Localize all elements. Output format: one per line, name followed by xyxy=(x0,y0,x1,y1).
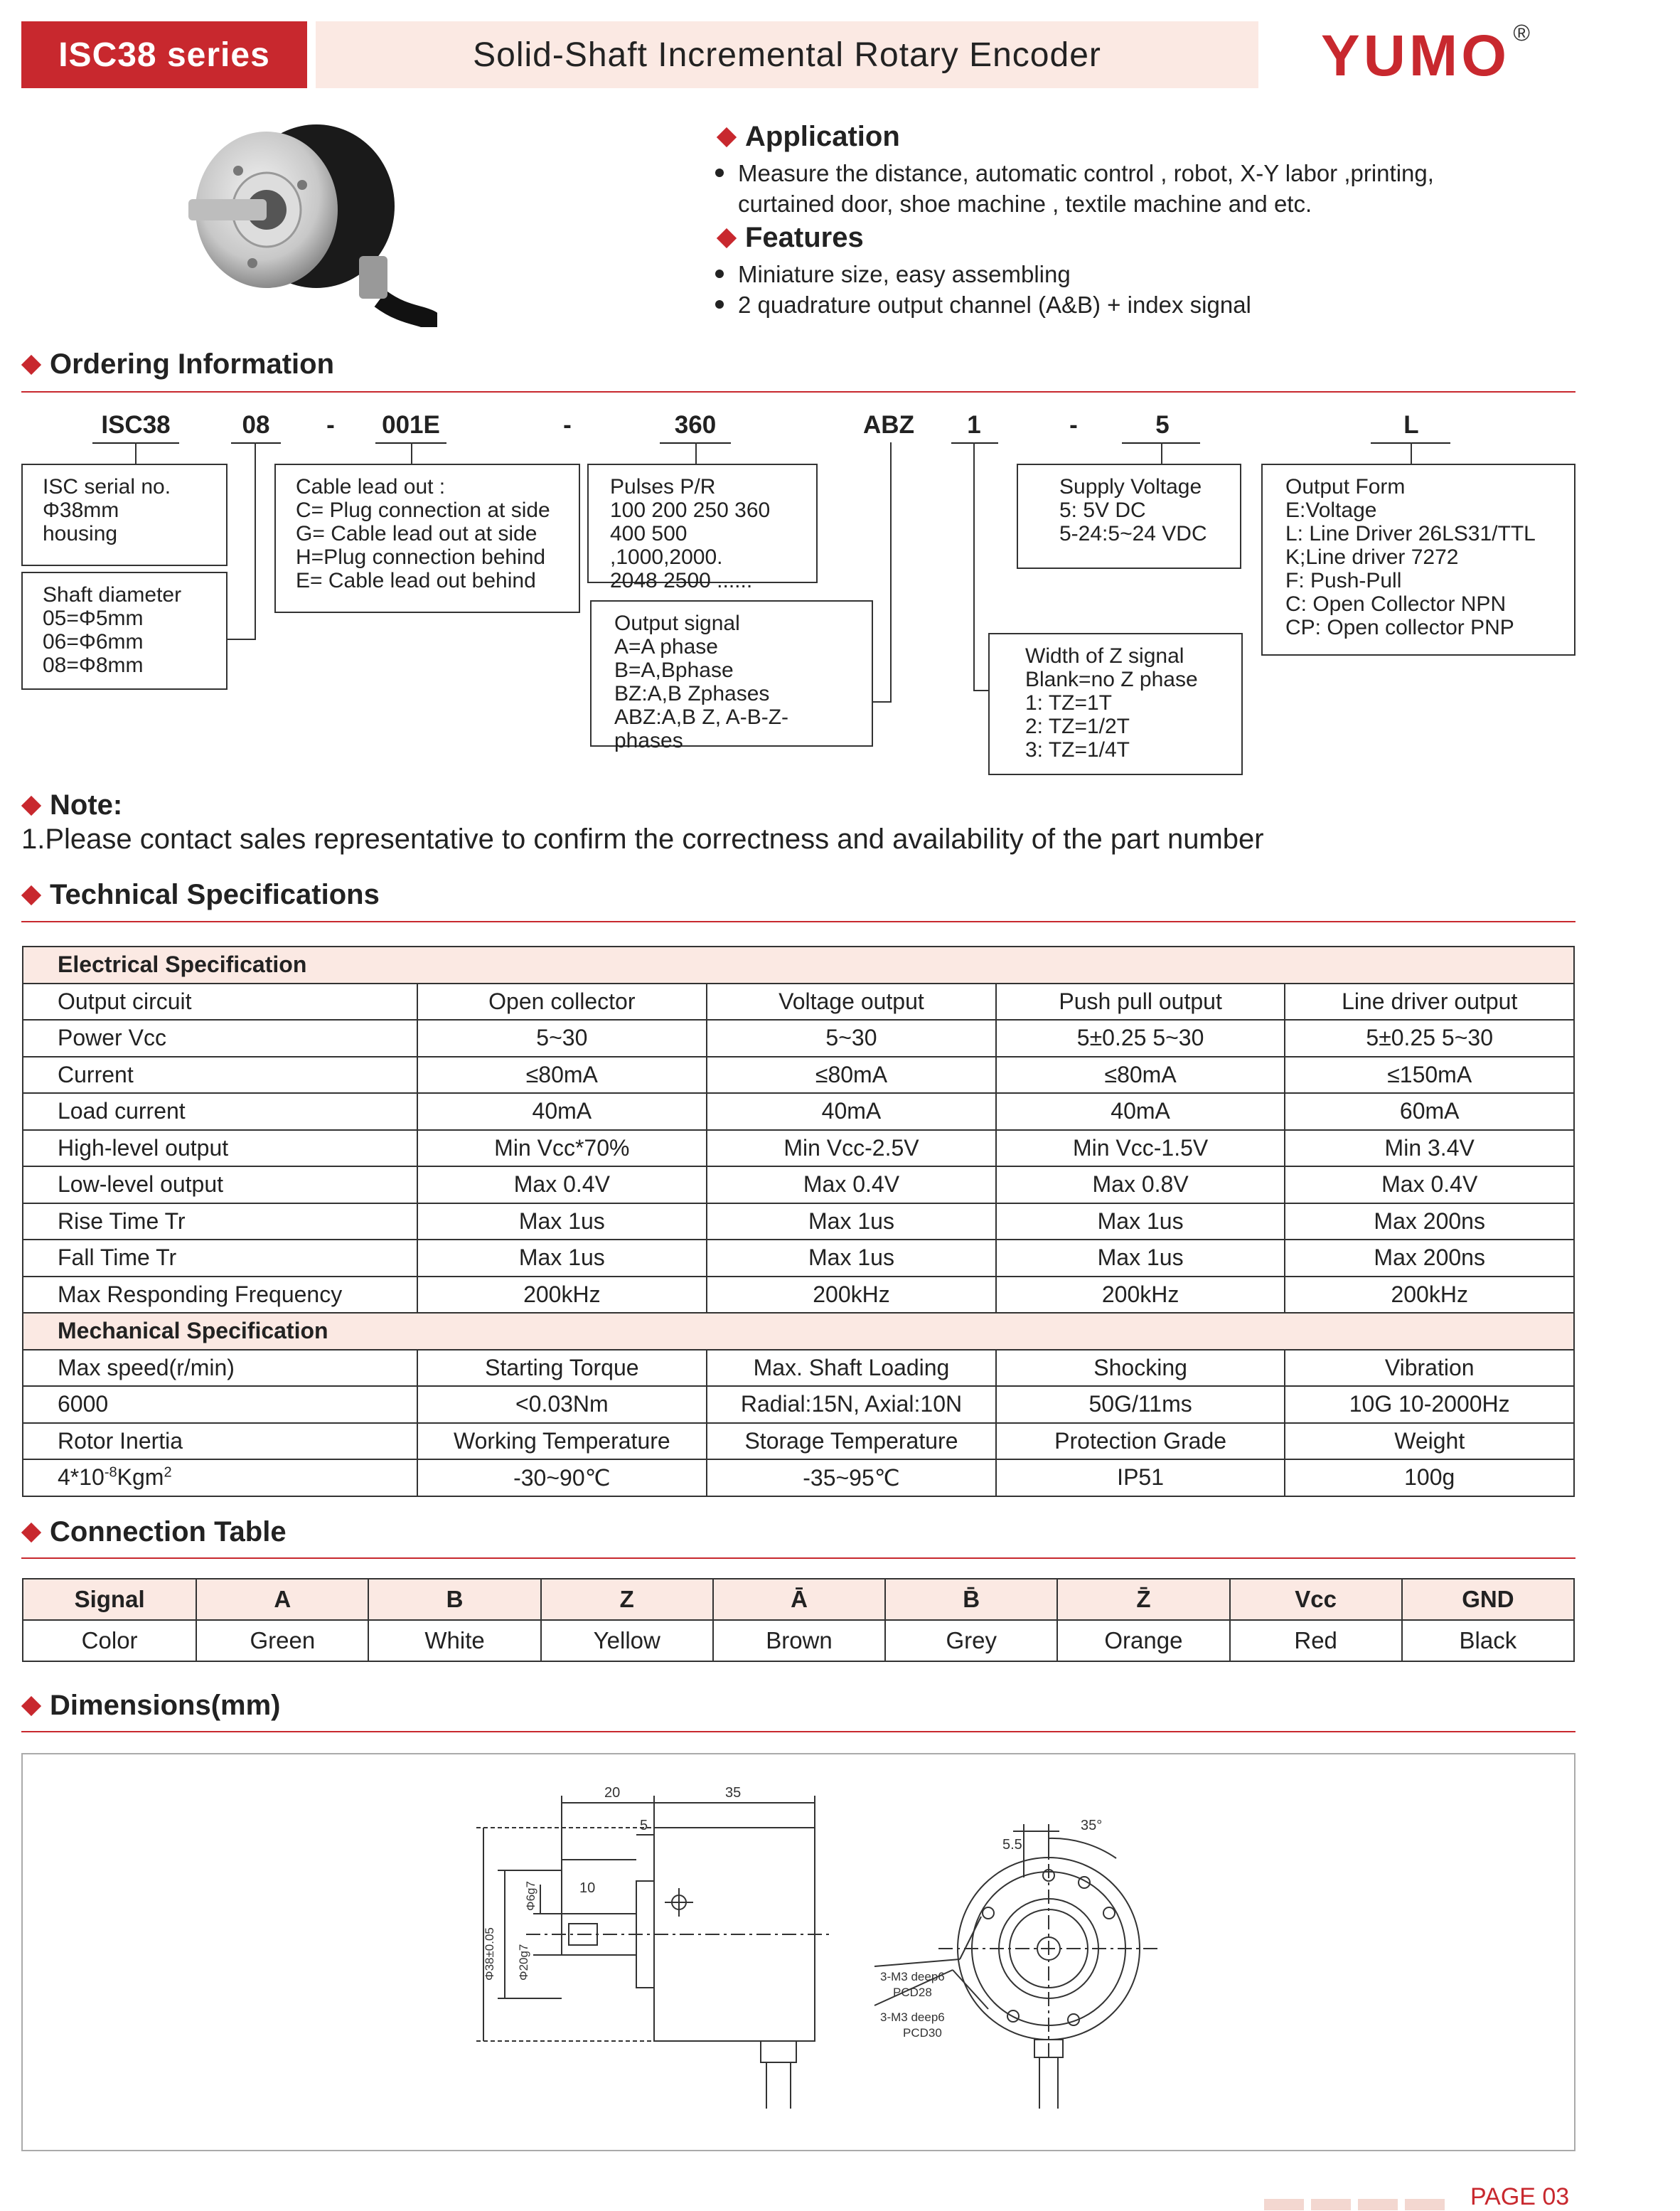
table-row xyxy=(23,1093,1574,1130)
code-underline xyxy=(951,442,998,444)
table-cell: Max 0.4V xyxy=(707,1166,996,1203)
table-cell: Max 1us xyxy=(707,1240,996,1277)
section-divider xyxy=(21,1557,1575,1559)
page-title: Solid-Shaft Incremental Rotary Encoder xyxy=(316,21,1258,88)
table-row xyxy=(23,1277,1574,1314)
table-cell: Max 1us xyxy=(996,1240,1285,1277)
footer-decoration xyxy=(1358,2199,1398,2210)
connection-table xyxy=(22,1578,1575,1662)
connector-line xyxy=(1161,442,1162,465)
table-cell: Max 200ns xyxy=(1285,1203,1574,1240)
connector-line xyxy=(695,442,697,465)
connection-color-row xyxy=(23,1620,1574,1661)
section-divider xyxy=(21,921,1575,922)
code-isc38: ISC38 xyxy=(101,411,171,439)
code-underline xyxy=(231,442,281,444)
brand-name: YUMO xyxy=(1321,23,1510,88)
row-label: Load current xyxy=(23,1093,417,1130)
table-cell: 200kHz xyxy=(707,1277,996,1314)
dim-label-35: 35 xyxy=(725,1785,742,1801)
diamond-icon xyxy=(21,354,41,374)
row-label: High-level output xyxy=(23,1130,417,1167)
footer-decoration xyxy=(1264,2199,1304,2210)
diamond-icon xyxy=(21,885,41,905)
row-label: Low-level output xyxy=(23,1166,417,1203)
application-heading: Application xyxy=(719,121,900,153)
table-cell: ≤80mA xyxy=(996,1057,1285,1094)
row-label: 6000 xyxy=(23,1386,417,1423)
bullet-icon xyxy=(715,169,724,177)
rotor-inertia-value: $4*10^{-8}Kgm^2$ xyxy=(23,1459,417,1496)
table-cell: Open collector xyxy=(417,984,707,1021)
table-cell: Max 1us xyxy=(707,1203,996,1240)
table-cell: ≤80mA xyxy=(417,1057,707,1094)
code-output-signal: ABZ xyxy=(863,411,914,439)
table-cell: Protection Grade xyxy=(996,1423,1285,1460)
dim-label-20: 20 xyxy=(604,1785,621,1801)
code-shaft: 08 xyxy=(242,411,270,439)
table-row xyxy=(23,984,1574,1021)
output-signal-box: Output signal A=A phase B=A,Bphase BZ:A,B Zphases ABZ:A,B Z, A-B-Z- phases xyxy=(590,600,873,747)
section-divider xyxy=(21,391,1575,393)
application-line-1: Measure the distance, automatic control , robot, X-Y labor ,printing, xyxy=(715,158,1434,188)
code-dash: - xyxy=(1069,411,1078,439)
dim-label-phi38: Φ38±0.05 xyxy=(483,1927,496,1981)
table-section-header xyxy=(23,947,1574,984)
table-cell: Max 1us xyxy=(417,1240,707,1277)
connection-cell: B̄ xyxy=(885,1579,1057,1620)
table-cell: <0.03Nm xyxy=(417,1386,707,1423)
table-cell: 200kHz xyxy=(417,1277,707,1314)
table-cell: -35~95℃ xyxy=(707,1459,996,1496)
table-row xyxy=(23,1386,1574,1423)
connection-cell: Z̄ xyxy=(1057,1579,1229,1620)
connection-cell: Black xyxy=(1402,1620,1574,1661)
connection-cell: GND xyxy=(1402,1579,1574,1620)
output-form-box: Output Form E:Voltage L: Line Driver 26LS31/TTL K;Line driver 7272 F: Push-Pull C: Open Collector NPN CP: Open collector PNP xyxy=(1261,464,1575,656)
table-cell: Max 0.8V xyxy=(996,1166,1285,1203)
row-label: Current xyxy=(23,1057,417,1094)
diamond-icon xyxy=(21,795,41,815)
dim-label-pcd30: PCD30 xyxy=(903,2026,942,2040)
connection-cell: Ā xyxy=(713,1579,885,1620)
series-badge: ISC38 series xyxy=(21,21,307,88)
connection-cell: A xyxy=(196,1579,368,1620)
brand-logo xyxy=(1321,20,1530,101)
connector-line xyxy=(135,442,137,465)
table-cell: Push pull output xyxy=(996,984,1285,1021)
dim-label-phi6: Φ6g7 xyxy=(524,1881,537,1911)
code-dash: - xyxy=(326,411,335,439)
table-row xyxy=(23,1240,1574,1277)
features-item-1: Miniature size, easy assembling xyxy=(715,259,1071,289)
table-cell: Min Vcc-1.5V xyxy=(996,1130,1285,1167)
connection-cell: Orange xyxy=(1057,1620,1229,1661)
table-cell: Max 0.4V xyxy=(417,1166,707,1203)
diamond-icon xyxy=(717,228,737,247)
table-cell: 50G/11ms xyxy=(996,1386,1285,1423)
table-row xyxy=(23,1350,1574,1387)
table-cell: 5~30 xyxy=(707,1020,996,1057)
table-cell: Max. Shaft Loading xyxy=(707,1350,996,1387)
note-heading: Note: xyxy=(24,789,122,821)
table-cell: Max 1us xyxy=(996,1203,1285,1240)
connection-cell: Yellow xyxy=(541,1620,713,1661)
table-cell: Voltage output xyxy=(707,984,996,1021)
row-label: Power Vcc xyxy=(23,1020,417,1057)
table-cell: 5~30 xyxy=(417,1020,707,1057)
dim-label-angle: 35° xyxy=(1081,1818,1103,1833)
table-row xyxy=(23,1020,1574,1057)
connector-line xyxy=(411,442,412,467)
table-cell: 40mA xyxy=(996,1093,1285,1130)
table-cell: Starting Torque xyxy=(417,1350,707,1387)
mechanical-rows xyxy=(23,1350,1574,1460)
pulses-box: Pulses P/R 100 200 250 360 400 500 ,1000,2000. 2048 2500 ...... xyxy=(587,464,818,583)
diamond-icon xyxy=(21,1695,41,1715)
dim-label-5: 5 xyxy=(640,1818,648,1833)
table-cell: IP51 xyxy=(996,1459,1285,1496)
row-label: Rise Time Tr xyxy=(23,1203,417,1240)
table-cell: -30~90℃ xyxy=(417,1459,707,1496)
code-supply: 5 xyxy=(1155,411,1170,439)
table-cell: Working Temperature xyxy=(417,1423,707,1460)
table-cell: 60mA xyxy=(1285,1093,1574,1130)
diamond-icon xyxy=(21,1522,41,1542)
table-cell: 40mA xyxy=(417,1093,707,1130)
serial-box: ISC serial no. Φ38mm housing xyxy=(21,464,228,566)
code-pulses: 360 xyxy=(674,411,717,439)
dim-label-10: 10 xyxy=(579,1880,596,1896)
table-cell: Radial:15N, Axial:10N xyxy=(707,1386,996,1423)
code-output-form: L xyxy=(1403,411,1419,439)
table-row xyxy=(23,1166,1574,1203)
table-section-header xyxy=(23,1313,1574,1350)
table-cell: 200kHz xyxy=(996,1277,1285,1314)
table-cell: Max 200ns xyxy=(1285,1240,1574,1277)
spec-table xyxy=(22,946,1575,1497)
table-cell: Vibration xyxy=(1285,1350,1574,1387)
dim-label-phi20: Φ20g7 xyxy=(517,1944,530,1981)
table-cell: Max 0.4V xyxy=(1285,1166,1574,1203)
connection-cell: Red xyxy=(1230,1620,1402,1661)
section-divider xyxy=(21,1731,1575,1732)
encoder-photo xyxy=(174,121,437,327)
table-cell: Weight xyxy=(1285,1423,1574,1460)
connection-cell: Grey xyxy=(885,1620,1057,1661)
bullet-icon xyxy=(715,300,724,309)
code-cable: 001E xyxy=(382,411,440,439)
features-item-2: 2 quadrature output channel (A&B) + index signal xyxy=(715,289,1251,320)
dim-label-m3-b: 3-M3 deep6 xyxy=(880,2010,945,2024)
z-width-box: Width of Z signal Blank=no Z phase 1: TZ=1T 2: TZ=1/2T 3: TZ=1/4T xyxy=(988,633,1243,775)
table-cell: 10G 10-2000Hz xyxy=(1285,1386,1574,1423)
footer-decoration xyxy=(1311,2199,1351,2210)
table-cell: 100g xyxy=(1285,1459,1574,1496)
table-row xyxy=(23,1459,1574,1496)
footer-decoration xyxy=(1405,2199,1445,2210)
table-row xyxy=(23,1057,1574,1094)
connector-line xyxy=(873,701,892,703)
tech-heading: Technical Specifications xyxy=(24,879,380,911)
table-row xyxy=(23,1423,1574,1460)
note-text: 1.Please contact sales representative to confirm the correctness and availability of the part number xyxy=(21,824,1264,855)
dim-label-5-5: 5.5 xyxy=(1002,1837,1022,1853)
registered-mark: ® xyxy=(1513,20,1530,46)
row-label: Fall Time Tr xyxy=(23,1240,417,1277)
connection-heading: Connection Table xyxy=(24,1516,287,1548)
features-heading: Features xyxy=(719,222,864,254)
table-row xyxy=(23,1130,1574,1167)
dimensions-heading: Dimensions(mm) xyxy=(24,1690,281,1722)
dimension-drawing xyxy=(21,1753,1575,2151)
row-label: Rotor Inertia xyxy=(23,1423,417,1460)
electrical-rows xyxy=(23,984,1574,1314)
connector-line xyxy=(973,690,989,691)
connection-cell: Vcc xyxy=(1230,1579,1402,1620)
cable-lead-box: Cable lead out : C= Plug connection at side G= Cable lead out at side H=Plug connection behind E= Cable lead out behind xyxy=(274,464,580,613)
electrical-heading: Electrical Specification xyxy=(23,947,1574,984)
connector-line xyxy=(228,639,256,640)
dim-label-m3-a: 3-M3 deep6 xyxy=(880,1970,945,1983)
row-label: Max speed(r/min) xyxy=(23,1350,417,1387)
row-label: Output circuit xyxy=(23,984,417,1021)
table-cell: Shocking xyxy=(996,1350,1285,1387)
connector-line xyxy=(1411,442,1412,465)
table-cell: 5±0.25 5~30 xyxy=(1285,1020,1574,1057)
code-z-width: 1 xyxy=(967,411,981,439)
mechanical-heading: Mechanical Specification xyxy=(23,1313,1574,1350)
connection-cell: Green xyxy=(196,1620,368,1661)
row-label: Max Responding Frequency xyxy=(23,1277,417,1314)
page-number: PAGE 03 xyxy=(1470,2183,1570,2210)
connector-line xyxy=(890,442,892,703)
connection-cell: B xyxy=(368,1579,540,1620)
table-cell: 200kHz xyxy=(1285,1277,1574,1314)
table-cell: 5±0.25 5~30 xyxy=(996,1020,1285,1057)
table-cell: Min Vcc*70% xyxy=(417,1130,707,1167)
connection-header-row xyxy=(23,1579,1574,1620)
supply-voltage-box: Supply Voltage 5: 5V DC 5-24:5~24 VDC xyxy=(1017,464,1241,569)
table-row xyxy=(23,1203,1574,1240)
connection-cell: Z xyxy=(541,1579,713,1620)
connection-cell: White xyxy=(368,1620,540,1661)
connector-line xyxy=(255,442,256,640)
connection-row-label: Signal xyxy=(23,1579,196,1620)
diamond-icon xyxy=(717,127,737,146)
connection-cell: Brown xyxy=(713,1620,885,1661)
table-cell: 40mA xyxy=(707,1093,996,1130)
bullet-icon xyxy=(715,270,724,278)
table-cell: Min Vcc-2.5V xyxy=(707,1130,996,1167)
code-dash: - xyxy=(563,411,572,439)
table-cell: Min 3.4V xyxy=(1285,1130,1574,1167)
connector-line xyxy=(973,442,975,691)
shaft-diameter-box: Shaft diameter 05=Φ5mm 06=Φ6mm 08=Φ8mm xyxy=(21,572,228,690)
dim-label-pcd28: PCD28 xyxy=(893,1986,932,1999)
table-cell: ≤150mA xyxy=(1285,1057,1574,1094)
connection-row-label: Color xyxy=(23,1620,196,1661)
table-cell: Max 1us xyxy=(417,1203,707,1240)
table-cell: ≤80mA xyxy=(707,1057,996,1094)
application-line-2: curtained door, shoe machine , textile machine and etc. xyxy=(738,191,1312,217)
ordering-heading: Ordering Information xyxy=(24,348,334,380)
table-cell: Line driver output xyxy=(1285,984,1574,1021)
table-cell: Storage Temperature xyxy=(707,1423,996,1460)
